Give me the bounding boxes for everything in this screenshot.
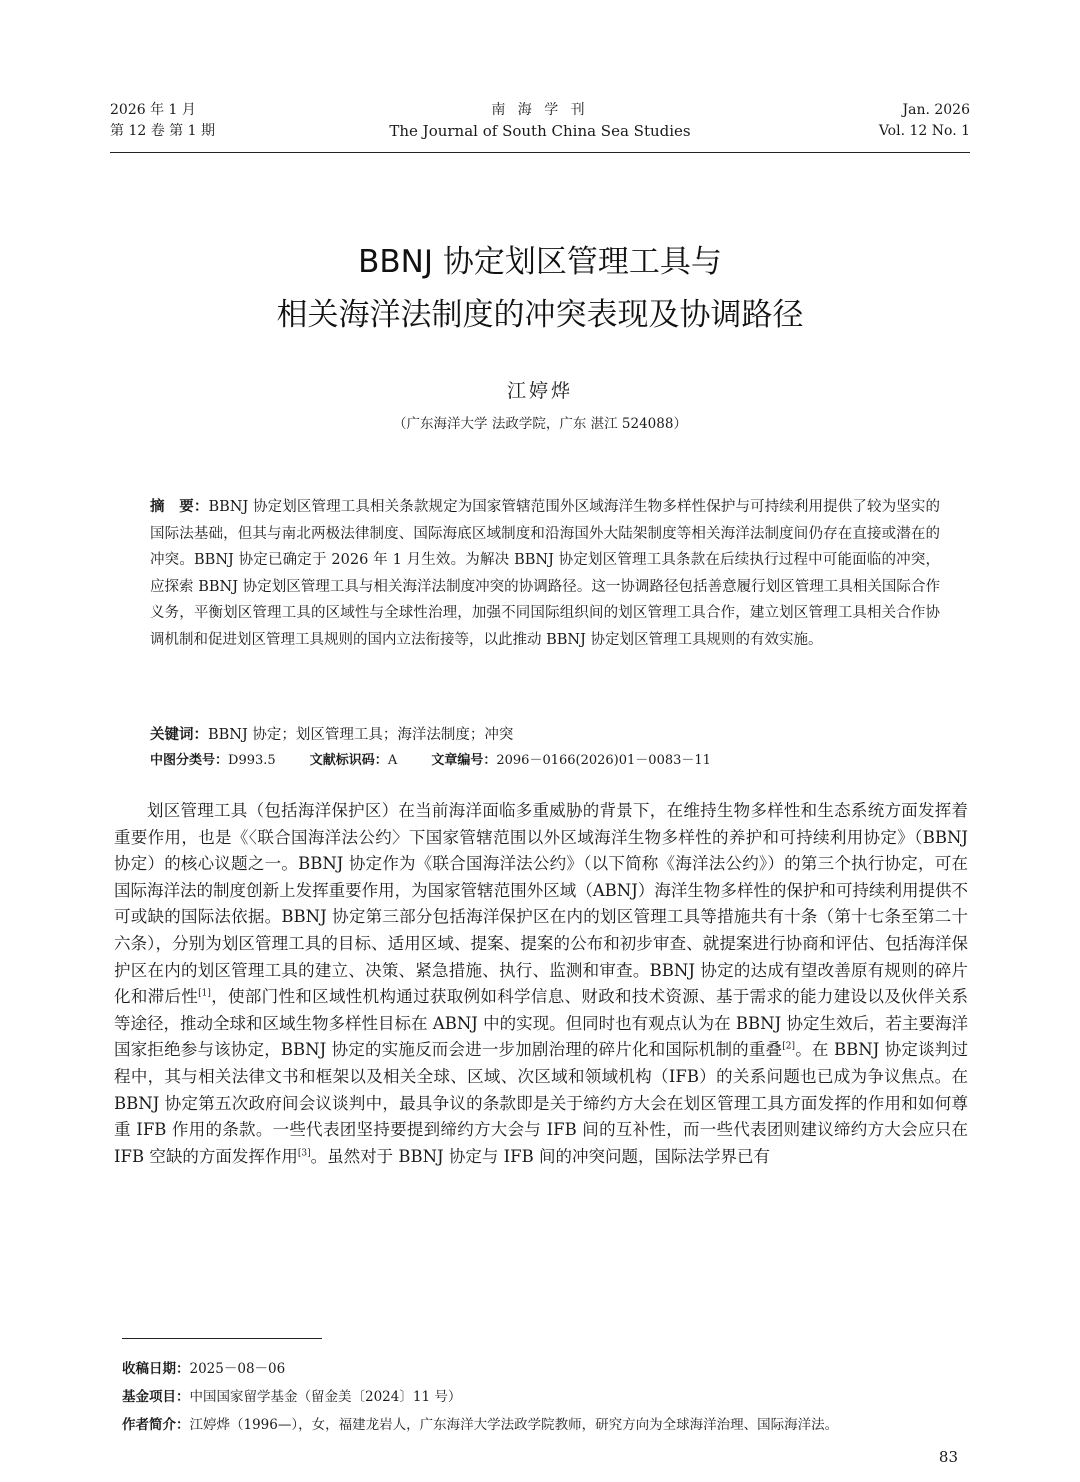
doc-code-label: 文献标识码：	[309, 753, 388, 768]
issue-volume-en: Vol. 12 No. 1	[878, 123, 970, 139]
journal-name	[110, 100, 970, 142]
article-number-label: 文章编号：	[431, 753, 497, 768]
title-line-2: 相关海洋法制度的冲突表现及协调路径	[276, 297, 804, 333]
author-bio-value: 江婷烨（1996—），女，福建龙岩人，广东海洋大学法政学院教师，研究方向为全球海洋治理、国际海洋法。	[189, 1417, 839, 1433]
keywords-label: 关键词：	[150, 727, 208, 743]
issue-month: 2026 年 1 月	[110, 102, 196, 118]
title-line-1: BBNJ 协定划区管理工具与	[358, 244, 722, 280]
abstract-text: BBNJ 协定划区管理工具相关条款规定为国家管辖范围外区域海洋生物多样性保护与可持续利用提供了较为坚实的国际法基础，但其与南北两极法律制度、国际海底区域制度和沿海国外大陆架制度等相关海洋法制度间仍存在直接或潜在的冲突。BBNJ 协定已确定于 2026 年 1 月生效。为解决 BBNJ 协定划区管理工具条款在后续执行过程中可能面临的冲突，应探索 BBNJ 协定划区管理工具与相关海洋法制度冲突的协调路径。这一协调路径包括善意履行划区管理工具相关国际合作义务，平衡划区管理工具的区域性与全球性治理，加强不同国际组织间的划区管理工具合作，建立划区管理工具相关合作协调机制和促进划区管理工具规则的国内立法衔接等，以此推动 BBNJ 协定划区管理工具规则的有效实施。	[150, 499, 941, 648]
fund-value: 中国国家留学基金（留金美〔2024〕11 号）	[189, 1389, 462, 1405]
article-number-value: 2096－0166(2026)01－0083－11	[496, 753, 711, 768]
author-name: 江婷烨	[506, 380, 573, 402]
citation-ref[interactable]: [2]	[782, 1041, 795, 1052]
journal-name-cn: 南 海 学 刊	[491, 102, 589, 118]
clc-value: D993.5	[228, 753, 276, 768]
received-label: 收稿日期：	[122, 1361, 190, 1377]
citation-ref[interactable]: [1]	[198, 988, 211, 999]
issue-month-en: Jan. 2026	[902, 102, 970, 118]
issue-date-en	[879, 100, 970, 142]
footnote-rule	[122, 1338, 322, 1339]
footnote-fund	[122, 1386, 962, 1408]
keywords-text: BBNJ 协定；划区管理工具；海洋法制度；冲突	[208, 727, 514, 743]
footnote-received	[122, 1358, 962, 1380]
keywords	[150, 722, 940, 748]
author-bio-label: 作者简介：	[122, 1417, 190, 1433]
author-affiliation: （广东海洋大学 法政学院，广东 湛江 524088）	[393, 416, 687, 432]
clc-label: 中图分类号：	[150, 753, 229, 768]
body-text-part: 划区管理工具（包括海洋保护区）在当前海洋面临多重威胁的背景下，在维持生物多样性和生态系统方面发挥着重要作用，也是《〈联合国海洋法公约〉下国家管辖范围以外区域海洋生物多样性的养护和可持续利用协定》（BBNJ 协定）的核心议题之一。BBNJ 协定作为《联合国海洋法公约》（以下简称《海洋法公约》）的第三个执行协定，可在国际海洋法的制度创新上发挥重要作用，为国家管辖范围外区域（ABNJ）海洋生物多样性的保护和可持续利用提供不可或缺的国际法依据。BBNJ 协定第三部分包括海洋保护区在内的划区管理工具等措施共有十条（第十七条至第二十六条），分别为划区管理工具的目标、适用区域、提案、提案的公布和初步审查、就提案进行协商和评估、包括海洋保护区在内的划区管理工具的建立、决策、紧急措施、执行、监测和审查。BBNJ 协定的达成有望改善原有规则的碎片化和滞后性	[114, 801, 968, 1007]
fund-label: 基金项目：	[122, 1389, 190, 1405]
classification-info	[150, 749, 940, 773]
received-value: 2025－08－06	[189, 1361, 286, 1377]
body-text-part: 。在 BBNJ 协定谈判过程中，其与相关法律文书和框架以及相关全球、区域、次区域和领域机构（IFB）的关系问题也已成为争议焦点。在 BBNJ 协定第五次政府间会议谈判中，最具争议的条款即是关于缔约方大会在划区管理工具方面发挥的作用和如何尊重 IFB 作用的条款。一些代表团坚持要提到缔约方大会与 IFB 间的互补性，而一些代表团则建议缔约方大会应只在 IFB 空缺的方面发挥作用	[114, 1040, 968, 1166]
body-text-part: ，使部门性和区域性机构通过获取例如科学信息、财政和技术资源、基于需求的能力建设以及伙伴关系等途径，推动全球和区域生物多样性目标在 ABNJ 中的实现。但同时也有观点认为在 BBNJ 协定生效后，若主要海洋国家拒绝参与该协定，BBNJ 协定的实施反而会进一步加剧治理的碎片化和国际机制的重叠	[114, 987, 968, 1060]
footnote-author	[122, 1414, 962, 1436]
article-title	[0, 236, 1080, 342]
journal-name-en: The Journal of South China Sea Studies	[389, 122, 691, 140]
running-header	[110, 100, 970, 146]
body-paragraph	[114, 798, 968, 1170]
header-rule	[110, 152, 970, 153]
abstract	[150, 494, 940, 653]
citation-ref[interactable]: [3]	[297, 1148, 311, 1159]
abstract-label: 摘 要：	[150, 499, 209, 515]
doc-code-value: A	[387, 753, 398, 768]
body-text-part: 。虽然对于 BBNJ 协定与 IFB 间的冲突问题，国际法学界已有	[310, 1146, 770, 1166]
page-number: 83	[938, 1448, 958, 1466]
issue-volume: 第 12 卷 第 1 期	[110, 123, 215, 139]
